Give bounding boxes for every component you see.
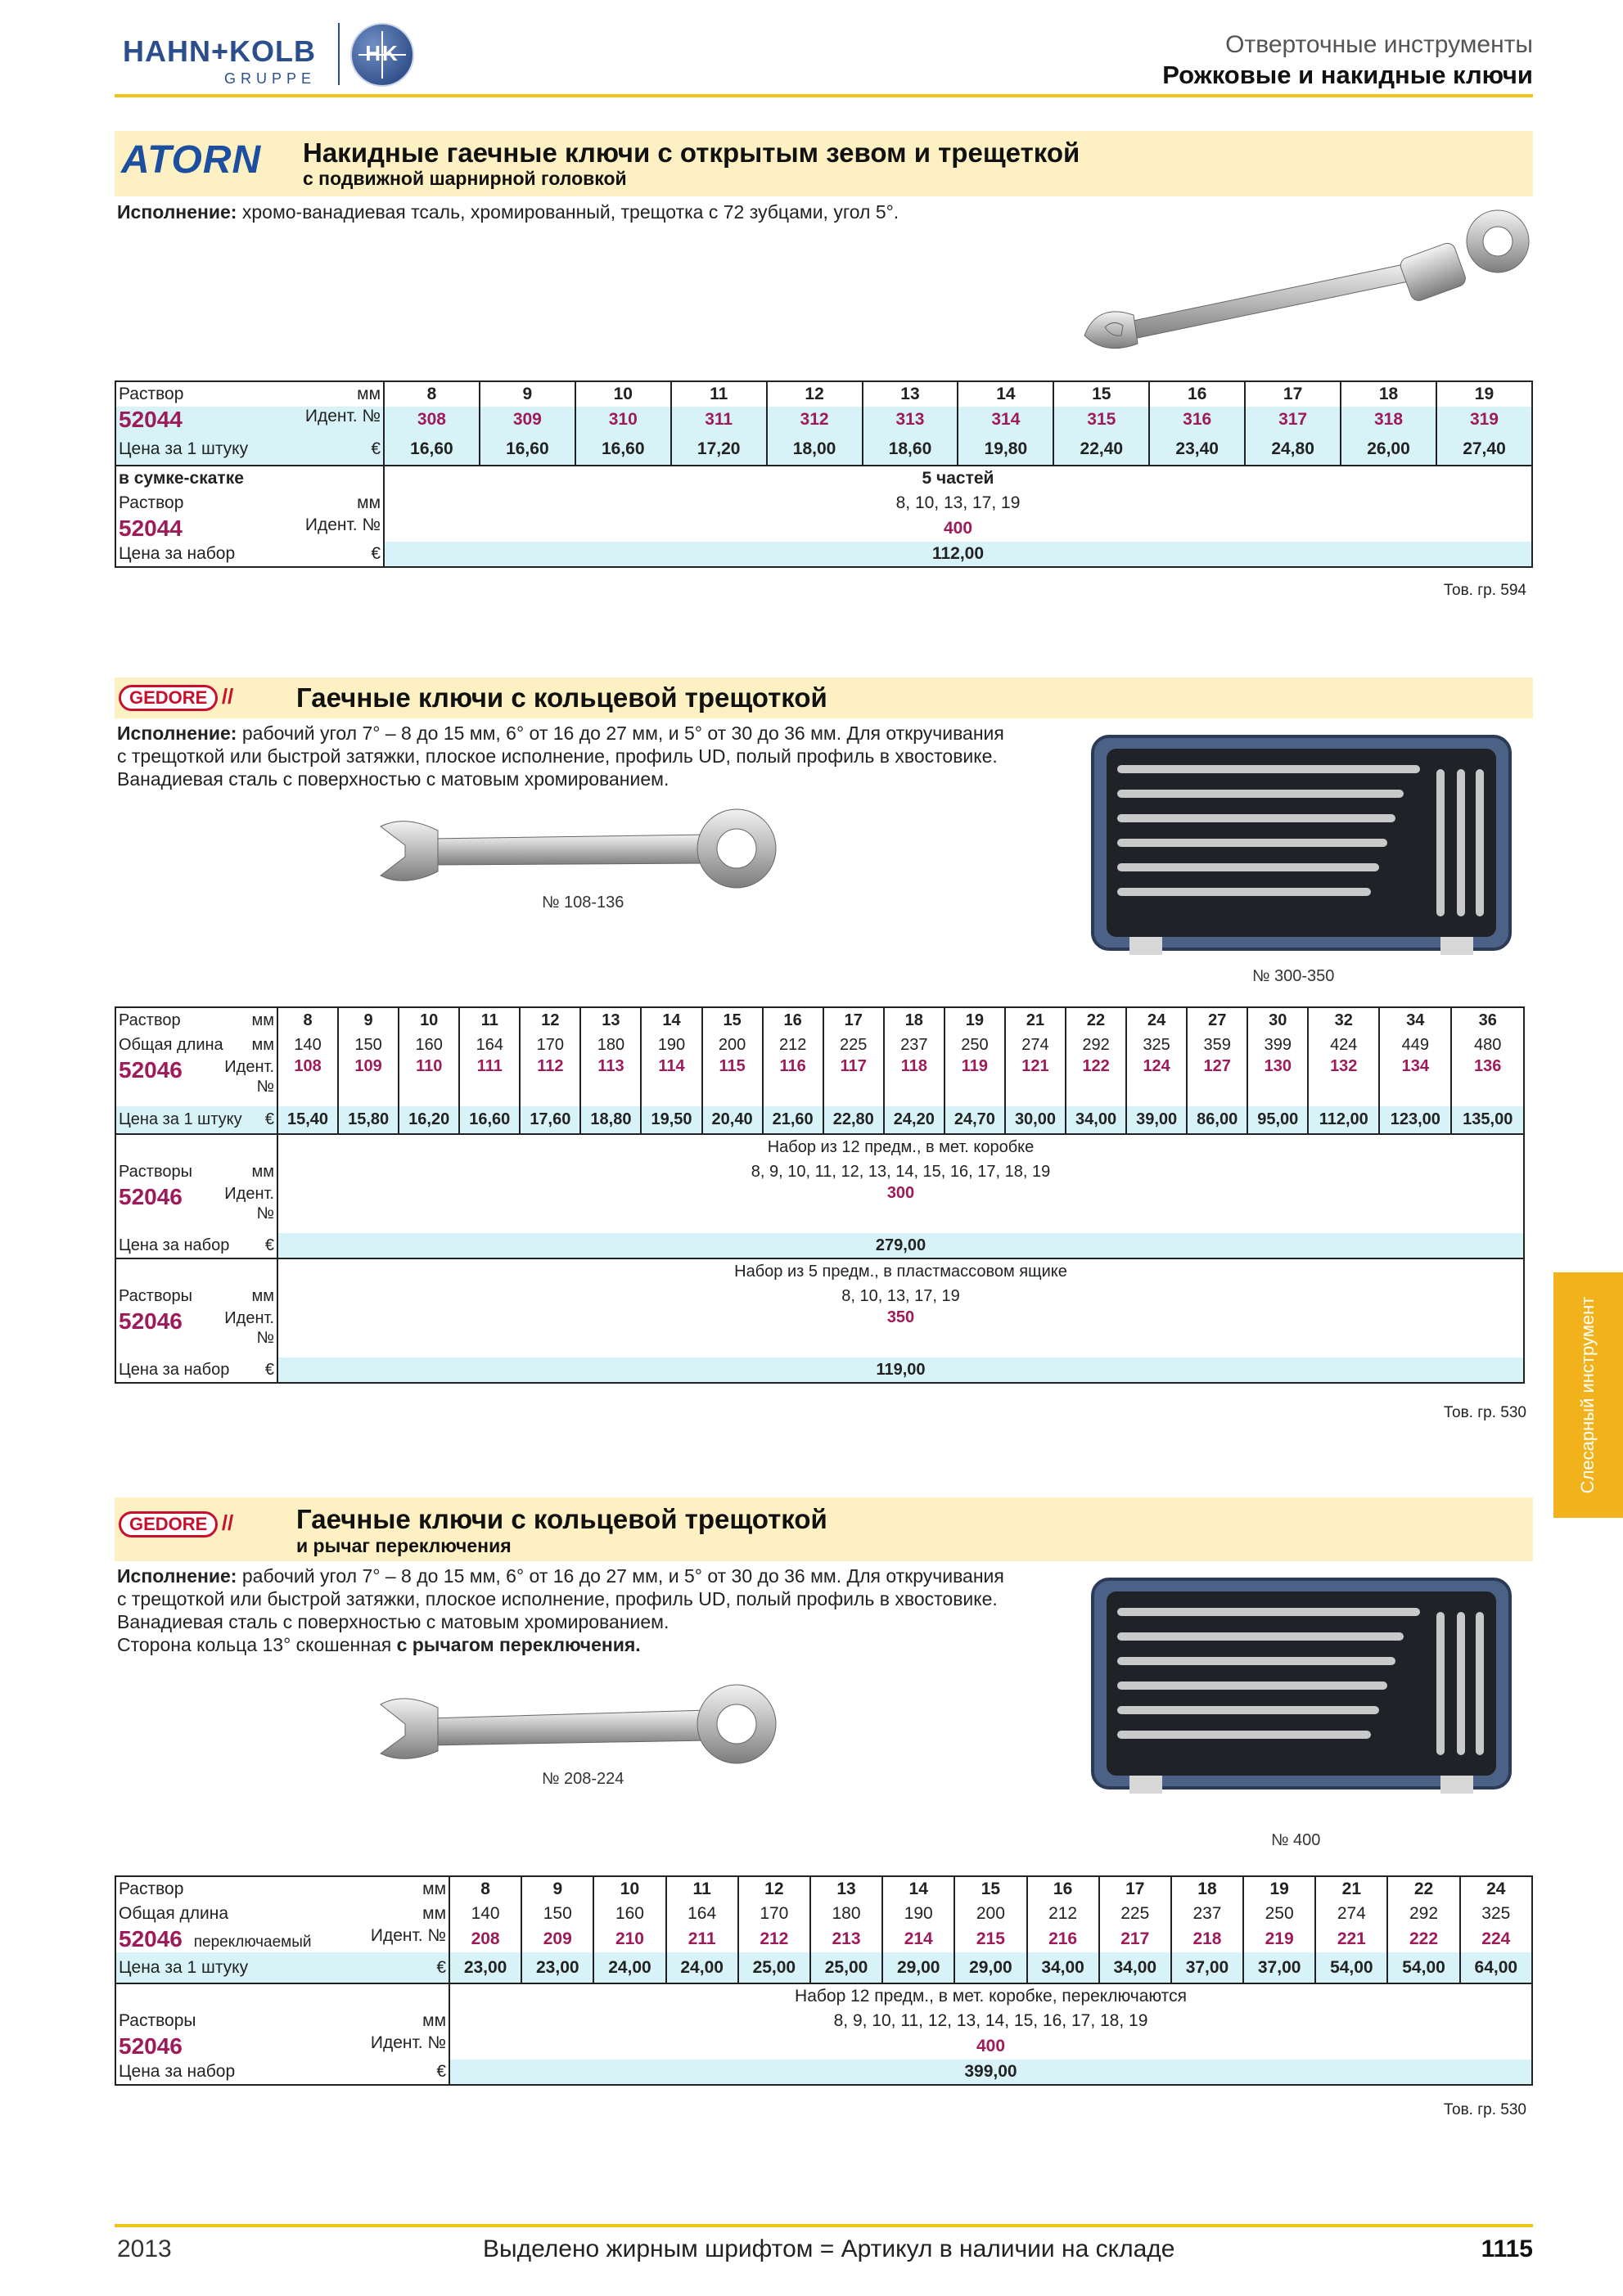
brand-sub: GRUPPE <box>223 70 317 87</box>
footer-year: 2013 <box>117 2235 172 2262</box>
page-number: 1115 <box>1481 2235 1533 2262</box>
badge-text: HK <box>365 41 399 65</box>
section3-group: Тов. гр. 530 <box>1443 2101 1526 2118</box>
page-category: Отверточные инструменты <box>1225 31 1533 58</box>
section1-table: Раствор мм 8 9 10 11 12 13 14 15 16 17 18 19 52044 Идент. № 308 309 310 311 312 313 314 315 316 317 318 319 Цена за 1 штуку € 16,60 16,60 16,60 17,20 18,00 18,60 19,80 22,40 23,40 24,80 26,00 27,40 в сумке-скатке 5 частей Раствор мм 8, 10, 13, 17, 19 52044 Идент. № 400 Цена за набор € 112,00 <box>115 380 1533 568</box>
ratchet-wrench-image <box>1072 205 1563 360</box>
wrench-set-case-image <box>1089 732 1514 961</box>
section3-subtitle: и рычаг переключения <box>296 1535 512 1556</box>
brand-name: HAHN+KOLB <box>123 34 317 68</box>
wrench-set-case-image <box>1089 1575 1514 1796</box>
atorn-logo: ATORN <box>121 138 262 182</box>
brand-logo <box>123 34 316 88</box>
case-caption: № 400 <box>1271 1831 1321 1849</box>
side-tab-label: Слесарный инструмент <box>1577 1296 1598 1494</box>
section3-description: Исполнение: рабочий угол 7° – 8 до 15 мм, 6° от 16 до 27 мм, и 5° от 30 до 36 мм. Для откручивания с трещоткой или быстрой затяжки, плоское исполнение, профиль UD, полый профиль в хвостовике. Ванадиевая сталь с поверхностью с матовым хромированием. Сторона кольца 13° скошенная с рычагом переключения. <box>117 1565 1004 1655</box>
case-caption: № 300-350 <box>1252 967 1335 985</box>
section2-table: Раствор мм 8 9 10 11 12 13 14 15 16 17 18 19 21 22 24 27 30 32 34 36 Общая длина мм 140 150 160 164 170 180 190 200 212 225 237 250 274 292 325 359 399 424 449 480 52046 Идент. № 108 109 110 111 112 113 114 115 116 117 118 119 121 122 124 127 130 132 134 136 Цена за 1 штуку € 15,40 15,80 16,20 16,60 17,60 18,80 19,50 20,40 21,60 22,80 24,20 24,70 30,00 34,00 39,00 86,00 95,00 112,00 123,00 135,00 Набор из 12 предм., в мет. коробке Растворы мм 8, 9, 10, 11, 12, 13, 14, 15, 16, 17, 18, 19 52046 Идент. № 300 Цена за набор € 279,00 Набор из 5 предм., в пластмассовом ящике Растворы мм 8, 10, 13, 17, 19 52046 Идент. № 350 Цена за набор € 119,00 <box>115 1006 1525 1384</box>
section2-group: Тов. гр. 530 <box>1443 1404 1526 1421</box>
page-subcategory: Рожковые и накидные ключи <box>1162 61 1533 89</box>
gedore-logo: GEDORE // <box>119 1510 233 1537</box>
section1-description: Исполнение: хромо-ванадиевая тсаль, хромированный, трещотка с 72 зубцами, угол 5°. <box>117 201 899 223</box>
section2-description: Исполнение: рабочий угол 7° – 8 до 15 мм, 6° от 16 до 27 мм, и 5° от 30 до 36 мм. Для откручивания с трещоткой или быстрой затяжки, плоское исполнение, профиль UD, полый профиль в хвостовике. Ванадиевая сталь с поверхностью с матовым хромированием. <box>117 723 1004 790</box>
section3-title: Гаечные ключи с кольцевой трещоткой <box>296 1504 827 1534</box>
ratchet-wrench-image <box>372 806 814 896</box>
footer-note: Выделено жирным шрифтом = Артикул в наличии на складе <box>483 2235 1175 2262</box>
wrench-caption: № 108-136 <box>542 894 624 912</box>
section1-group: Тов. гр. 594 <box>1443 582 1526 599</box>
gedore-logo: GEDORE // <box>119 684 233 711</box>
section3-table: Раствор мм 8 9 10 11 12 13 14 15 16 17 18 19 21 22 24 Общая длина мм 140 150 160 164 170 180 190 200 212 225 237 250 274 292 325 52046 переключаемый Идент. № 208 209 210 211 212 213 214 215 216 217 218 219 221 222 224 Цена за 1 штуку € 23,00 23,00 24,00 24,00 25,00 25,00 29,00 29,00 34,00 34,00 37,00 37,00 54,00 54,00 64,00 Набор 12 предм., в мет. коробке, переключаются Растворы мм 8, 9, 10, 11, 12, 13, 14, 15, 16, 17, 18, 19 52046 Идент. № 400 Цена за набор € 399,00 <box>115 1875 1533 2086</box>
brand-badge-icon <box>350 23 414 87</box>
section1-subtitle: с подвижной шарнирной головкой <box>303 168 627 189</box>
side-tab <box>1553 1272 1623 1518</box>
footer-divider <box>115 2224 1533 2227</box>
switchable-ratchet-wrench-image <box>372 1681 814 1772</box>
header-divider <box>115 94 1533 97</box>
wrench-caption: № 208-224 <box>542 1770 624 1788</box>
section1-title: Накидные гаечные ключи с открытым зевом и трещеткой <box>303 137 1080 168</box>
section2-title: Гаечные ключи с кольцевой трещоткой <box>296 682 827 713</box>
